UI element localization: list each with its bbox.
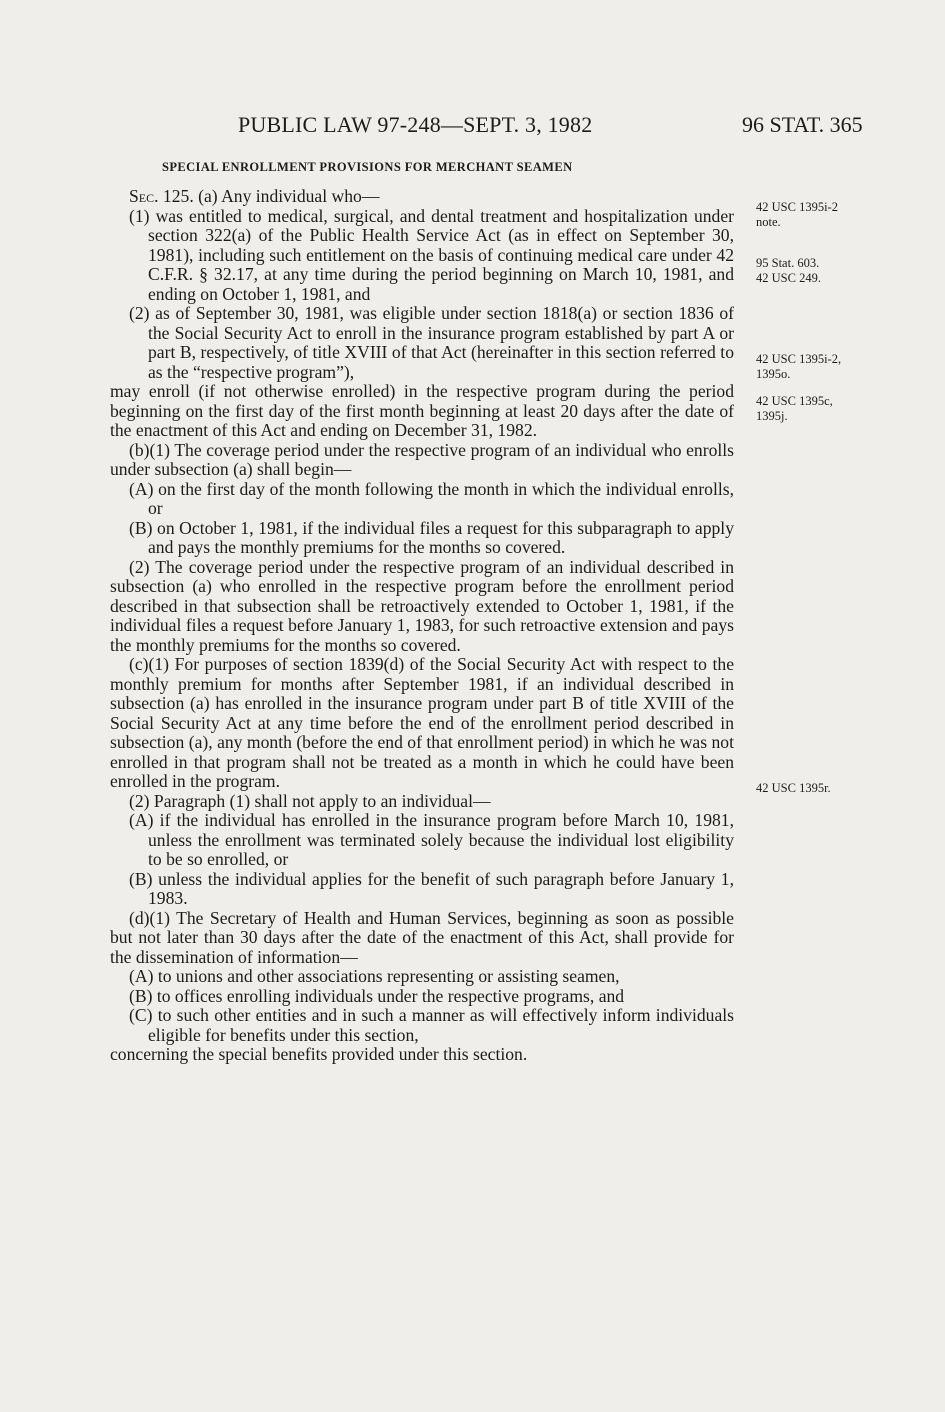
- subparagraph-d1B: (B) to offices enrolling individuals under the respective programs, and: [129, 985, 625, 1006]
- running-header-title: PUBLIC LAW 97-248—SEPT. 3, 1982: [238, 112, 593, 137]
- margin-note-line: 42 USC 1395i-2: [756, 200, 838, 214]
- paragraph-a1: (1) was entitled to medical, surgical, and dental treatment and hospitalization under section 322(a) of the Public Health Service Act (as in effect on September 30, 1981), including such entitlement on the basis of continuing medical care under 42 C.F.R. § 32.17, at any time during the period beginning on March 10, 1981, and ending on October 1, 1981, and: [129, 205, 734, 304]
- margin-note-line: 42 USC 1395i-2,: [756, 352, 842, 366]
- margin-note-line: 42 USC 1395r.: [756, 781, 831, 795]
- sec-label: Sec.: [129, 186, 159, 206]
- section-body: [110, 187, 734, 1065]
- subsection-a-intro: [110, 187, 734, 207]
- margin-note-line: 95 Stat. 603.: [756, 256, 820, 270]
- section-heading: SPECIAL ENROLLMENT PROVISIONS FOR MERCHANT SEAMEN: [162, 160, 573, 174]
- statute-page-number: 96 STAT. 365: [742, 112, 863, 137]
- subsection-d1: (d)(1) The Secretary of Health and Human Services, beginning as soon as possible but not later than 30 days after the date of the enactment of this Act, shall provide for the dissemination of information—: [110, 907, 734, 967]
- subsection-a-close: may enroll (if not otherwise enrolled) in the respective program during the period beginning on the first day of the first month beginning at least 20 days after the date of the enactment of this Act and ending on December 31, 1982.: [110, 381, 734, 440]
- margin-note-3: [756, 352, 841, 382]
- margin-note-5: [756, 781, 831, 796]
- margin-note-1: [756, 200, 838, 230]
- subparagraph-b1A: (A) on the first day of the month following the month in which the individual enrolls, or: [129, 478, 734, 518]
- margin-note-line: 1395j.: [756, 409, 788, 423]
- subsection-b1: (b)(1) The coverage period under the respective program of an individual who enrolls under subsection (a) shall begin—: [110, 439, 734, 479]
- margin-note-line: 42 USC 249.: [756, 271, 821, 285]
- subparagraph-d1A: (A) to unions and other associations representing or assisting seamen,: [129, 966, 620, 986]
- margin-note-line: 1395o.: [756, 367, 791, 381]
- paragraph-a2: (2) as of September 30, 1981, was eligible under section 1818(a) or section 1836 of the Social Security Act to enroll in the insurance program established by part A or part B, respectively, of title XVIII of that Act (hereinafter in this section referred to as the “respective program”),: [129, 303, 734, 382]
- margin-note-line: 42 USC 1395c,: [756, 394, 833, 408]
- paragraph-b2: (2) The coverage period under the respective program of an individual described in subsection (a) who enrolled in the respective program before the enrollment period described in that subsection shall be retroactively extended to October 1, 1981, if the individual files a request before January 1, 1983, for such retroactive extension and pays the monthly premiums for the months so covered.: [110, 556, 734, 655]
- subsection-c1: (c)(1) For purposes of section 1839(d) of the Social Security Act with respect to the monthly premium for months after September 1981, if an individual described in subsection (a) has enrolled in the insurance program under part B of title XVIII of the Social Security Act at any time before the end of the enrollment period described in subsection (a), any month (before the end of that enrollment period) in which he was not enrolled in that program shall not be treated as a month in which he could have been enrolled in the program.: [110, 654, 734, 791]
- subparagraph-c2B: (B) unless the individual applies for the benefit of such paragraph before January 1, 1983.: [129, 868, 734, 908]
- margin-note-4: [756, 394, 833, 424]
- margin-note-line: note.: [756, 215, 781, 229]
- subparagraph-b1B: (B) on October 1, 1981, if the individual files a request for this subparagraph to apply and pays the monthly premiums for the months so covered.: [129, 517, 734, 557]
- paragraph-c2: (2) Paragraph (1) shall not apply to an individual—: [129, 790, 491, 811]
- subsection-d-close: concerning the special benefits provided under this section.: [110, 1044, 528, 1064]
- subparagraph-d1C: (C) to such other entities and in such a manner as will effectively inform individuals eligible for benefits under this section,: [129, 1005, 734, 1045]
- sec-a-text: 125. (a) Any individual who—: [158, 186, 380, 206]
- subparagraph-c2A: (A) if the individual has enrolled in the insurance program before March 10, 1981, unless the enrollment was terminated solely because the individual lost eligibility to be so enrolled, or: [129, 810, 734, 869]
- margin-note-2: [756, 256, 821, 286]
